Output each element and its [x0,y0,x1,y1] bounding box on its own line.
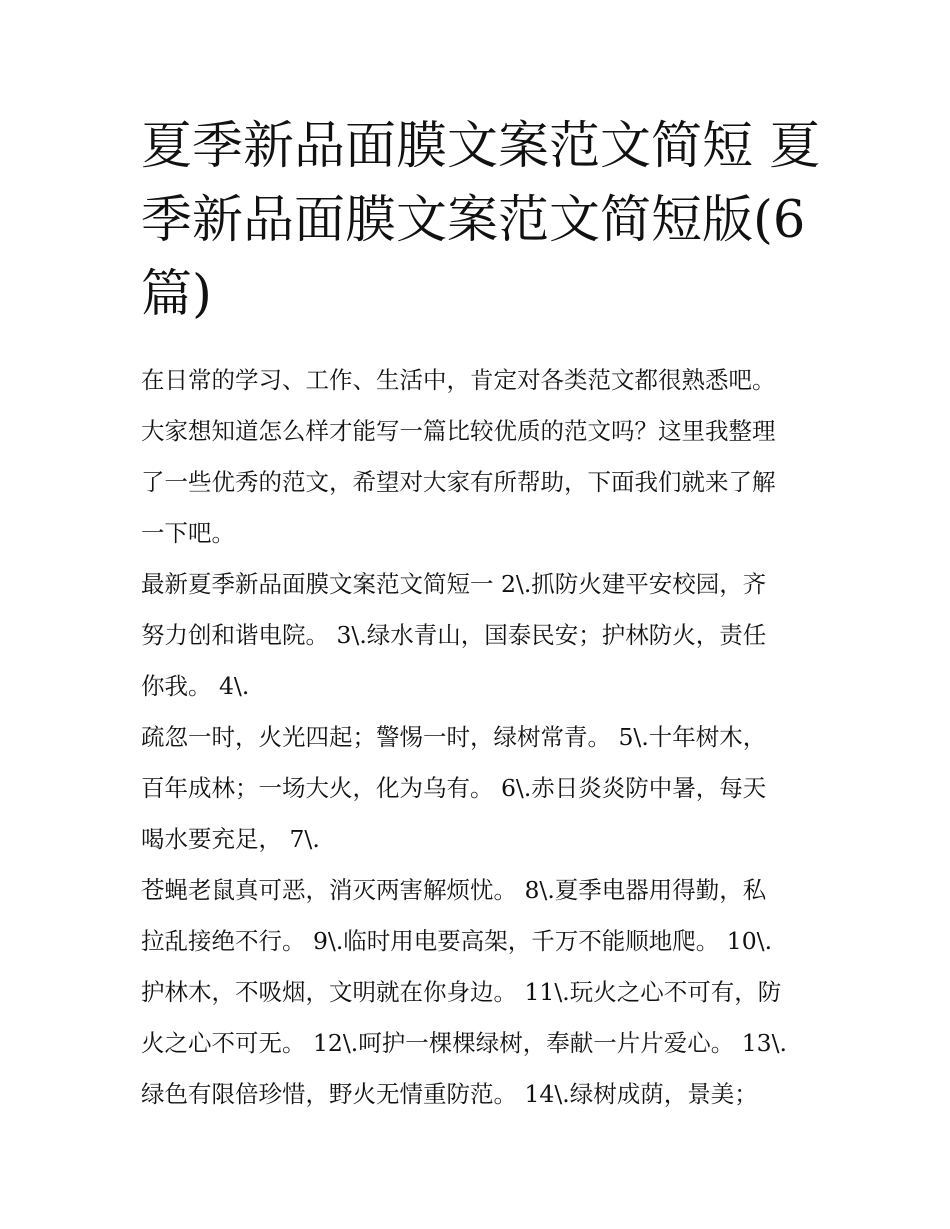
text-line: 百年成林；一场大火，化为乌有。 6\.赤日炎炎防中暑，每天 [141,774,767,802]
text-line: 绿色有限倍珍惜，野火无情重防范。 14\.绿树成荫，景美； [141,1080,758,1108]
text-line: 火之心不可无。 12\.呵护一棵棵绿树，奉献一片片爱心。 13\. [141,1029,788,1057]
text-line: 拉乱接绝不行。 9\.临时用电要高架，千万不能顺地爬。 10\. [141,927,773,955]
text-line: 在日常的学习、工作、生活中，肯定对各类范文都很熟悉吧。 [141,366,776,394]
text-line: 努力创和谐电院。 3\.绿水青山，国泰民安；护林防火，责任 [141,621,767,649]
text-line: 喝水要充足， 7\. [141,825,320,853]
document-body [141,355,816,1120]
text-line: 最新夏季新品面膜文案范文简短一 2\.抓防火建平安校园，齐 [141,570,767,598]
text-line: 你我。 4\. [141,672,250,700]
text-line: 一下吧。 [141,519,235,547]
body-paragraph [141,712,816,865]
document-content [141,110,821,1120]
body-paragraph [141,865,816,1120]
text-line: 苍蝇老鼠真可恶，消灭两害解烦忧。 8\.夏季电器用得勤，私 [141,876,767,904]
text-line: 疏忽一时，火光四起；警惕一时，绿树常青。 5\.十年树木， [141,723,767,751]
text-line: 大家想知道怎么样才能写一篇比较优质的范文吗？这里我整理 [141,417,776,445]
body-paragraph [141,559,816,712]
text-line: 了一些优秀的范文，希望对大家有所帮助，下面我们就来了解 [141,468,776,496]
intro-paragraph [141,355,816,559]
title-line: 篇) [141,265,212,324]
document-title [141,110,821,332]
text-line: 护林木，不吸烟，文明就在你身边。 11\.玩火之心不可有，防 [141,978,782,1006]
title-line: 季新品面膜文案范文简短版(6 [141,191,806,250]
title-line: 夏季新品面膜文案范文简短 夏 [141,117,821,176]
